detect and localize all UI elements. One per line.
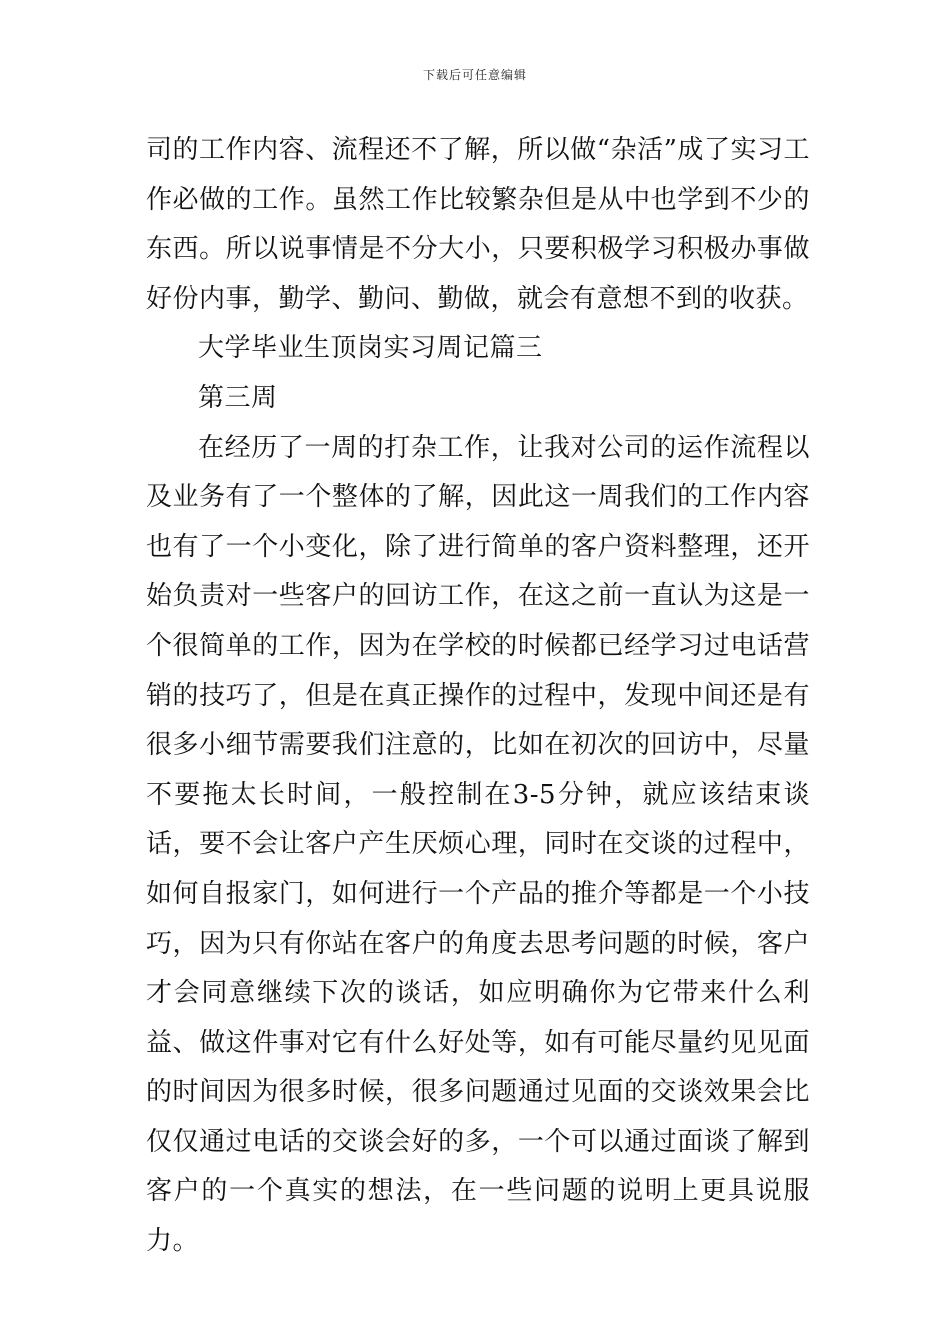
week-heading: 第三周	[198, 382, 278, 413]
section-title: 大学毕业生顶岗实习周记篇三	[198, 333, 543, 364]
page-header: 下载后可任意编辑	[422, 68, 527, 82]
paragraph-week-three: 在经历了一周的打杂工作，让我对公司的运作流程以及业务有了一个整体的了解，因此这一周我们的工作内容也有了一个小变化，除了进行简单的客户资料整理，还开始负责对一些客户的回访工作，在这之前一直认为这是一个很简单的工作，因为在学校的时候都已经学习过电话营销的技巧了，但是在真正操作的过程中，发现中间还是有很多小细节需要我们注意的，比如在初次的回访中，尽量不要拖太长时间，一般控制在3-5分钟，就应该结束谈话，要不会让客户产生厌烦心理，同时在交谈的过程中，如何自报家门，如何进行一个产品的推介等都是一个小技巧，因为只有你站在客户的角度去思考问题的时候，客户才会同意继续下次的谈话，如应明确你为它带来什么利益、做这件事对它有什么好处等，如有可能尽量约见见面的时间因为很多时候，很多问题通过见面的交谈效果会比仅仅通过电话的交谈会好的多，一个可以通过面谈了解到客户的一个真实的想法，在一些问题的说明上更具说服力。	[146, 432, 810, 1257]
paragraph-continuation: 司的工作内容、流程还不了解，所以做“杂活”成了实习工作必做的工作。虽然工作比较繁杂但是从中也学到不少的东西。所以说事情是不分大小，只要积极学习积极办事做好份内事，勤学、勤问、勤做，就会有意想不到的收获。	[146, 135, 810, 314]
document-body	[146, 126, 810, 1267]
